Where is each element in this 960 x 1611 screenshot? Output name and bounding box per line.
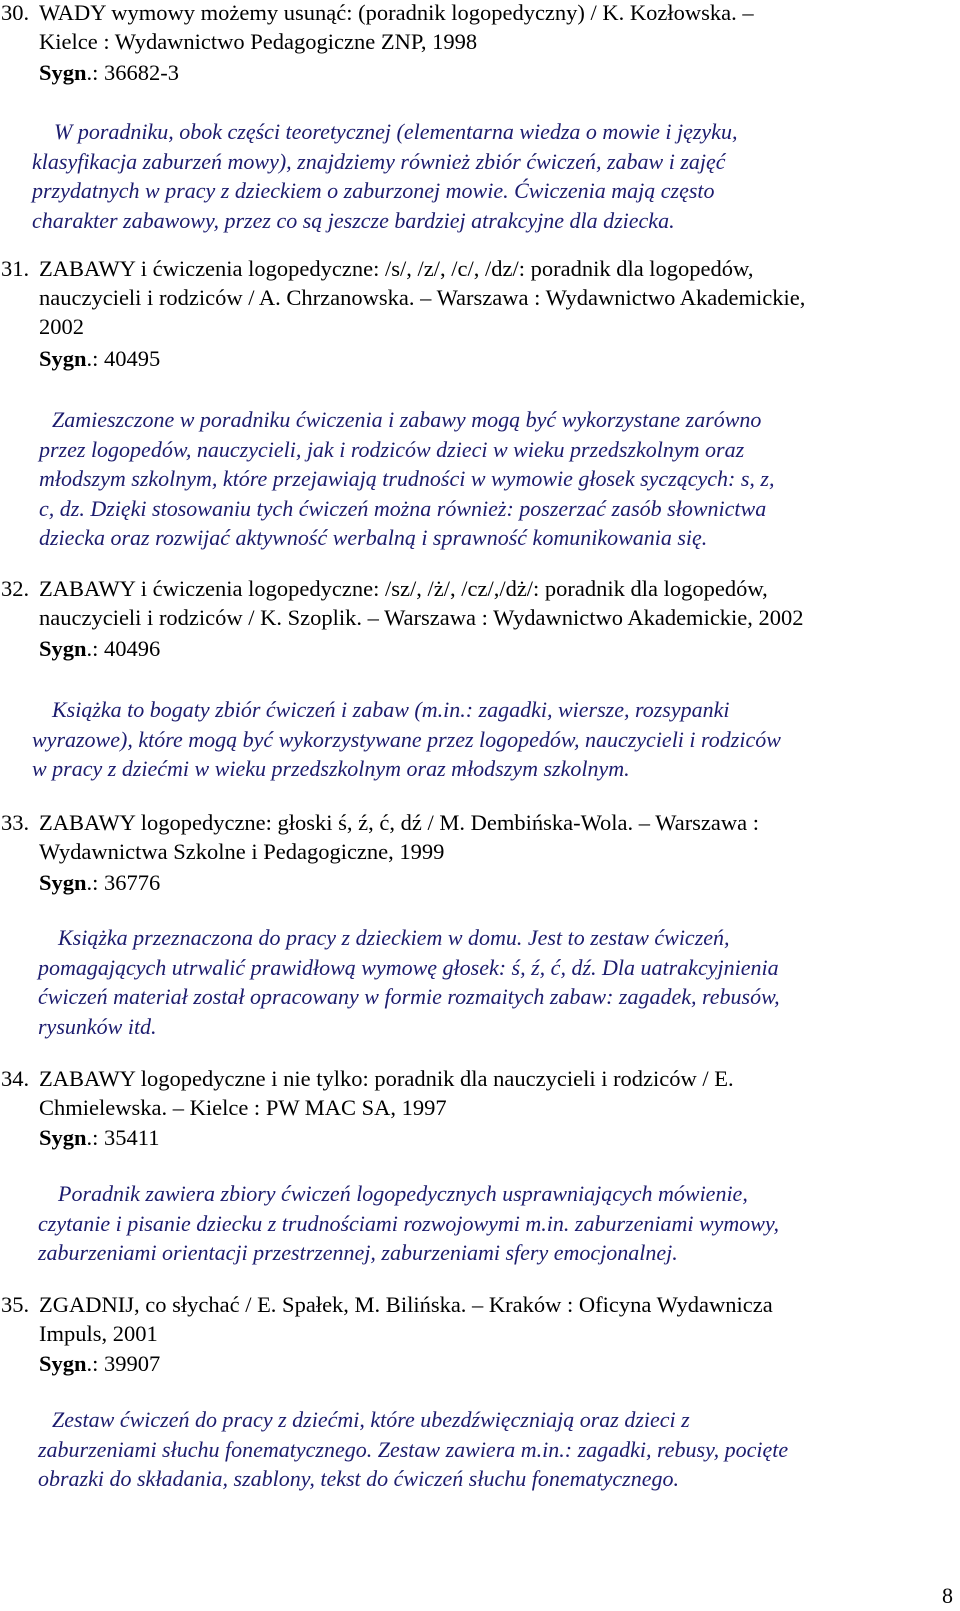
- entry-number: 34.: [1, 1066, 30, 1091]
- entry-description-line: przydatnych w pracy z dzieckiem o zaburzonej mowie. Ćwiczenia mają często: [32, 178, 715, 203]
- entry-number: 33.: [1, 810, 30, 835]
- call-number-label: Sygn: [39, 870, 87, 895]
- call-number-value: .: 35411: [86, 1125, 160, 1150]
- entry-description-line: c, dz. Dzięki stosowaniu tych ćwiczeń można również: poszerzać zasób słownictwa: [39, 495, 767, 521]
- call-number-label: Sygn: [39, 1125, 87, 1150]
- entry-number: 32.: [1, 576, 30, 601]
- call-number-row: [39, 1123, 159, 1153]
- call-number-row: [39, 58, 179, 88]
- entry-number: 31.: [1, 256, 30, 281]
- entry-title-line: Wydawnictwa Szkolne i Pedagogiczne, 1999: [39, 839, 445, 864]
- entry-description-line: W poradniku, obok części teoretycznej (elementarna wiedza o mowie i języku,: [54, 119, 738, 144]
- call-number-value: .: 39907: [86, 1351, 161, 1376]
- entry-description-line: pomagających utrwalić prawidłową wymowę głosek: ś, ź, ć, dź. Dla uatrakcyjnienia: [38, 954, 779, 980]
- page-number: 8: [942, 1583, 953, 1608]
- entry-description-line: młodszym szkolnym, które przejawiają trudności w wymowie głosek syczących: s, z,: [39, 466, 775, 491]
- call-number-label: Sygn: [39, 1351, 87, 1376]
- call-number-row: [39, 634, 160, 664]
- entry-description-line: Poradnik zawiera zbiory ćwiczeń logopedycznych usprawniających mówienie,: [58, 1181, 748, 1206]
- entry-description-line: Książka to bogaty zbiór ćwiczeń i zabaw (m.in.: zagadki, wiersze, rozsypanki: [52, 697, 730, 722]
- entry-description-line: zaburzeniami słuchu fonematycznego. Zestaw zawiera m.in.: zagadki, rebusy, pocięte: [38, 1436, 789, 1462]
- call-number-value: .: 40495: [86, 346, 161, 371]
- entry-description-line: Zamieszczone w poradniku ćwiczenia i zabawy mogą być wykorzystane zarówno: [52, 407, 762, 432]
- entry-title-line: WADY wymowy możemy usunąć: (poradnik logopedyczny) / K. Kozłowska. –: [39, 0, 754, 25]
- entry-number: 30.: [1, 0, 30, 25]
- entry-description-line: dziecka oraz rozwijać aktywność werbalną i sprawność komunikowania się.: [39, 525, 708, 550]
- entry-title-line: Impuls, 2001: [39, 1321, 158, 1346]
- entry-description-line: ćwiczeń materiał został opracowany w formie rozmaitych zabaw: zagadek, rebusów,: [38, 984, 780, 1009]
- entry-title-line: ZGADNIJ, co słychać / E. Spałek, M. Bilińska. – Kraków : Oficyna Wydawnicza: [39, 1292, 773, 1317]
- entry-number: 35.: [1, 1292, 30, 1317]
- call-number-value: .: 40496: [86, 636, 161, 661]
- entry-description-line: obrazki do składania, szablony, tekst do ćwiczeń słuchu fonematycznego.: [38, 1466, 679, 1491]
- call-number-row: [39, 1349, 160, 1379]
- entry-description-line: czytanie i pisanie dziecku z trudnościami rozwojowymi m.in. zaburzeniami wymowy,: [38, 1210, 780, 1236]
- entry-description-line: przez logopedów, nauczycieli, jak i rodziców dzieci w wieku przedszkolnym oraz: [39, 436, 745, 462]
- entry-title-line: Chmielewska. – Kielce : PW MAC SA, 1997: [39, 1095, 447, 1120]
- entry-title-line: ZABAWY logopedyczne: głoski ś, ź, ć, dź / M. Dembińska-Wola. – Warszawa :: [39, 810, 760, 835]
- entry-title-line: 2002: [39, 314, 84, 339]
- call-number-label: Sygn: [39, 346, 87, 371]
- entry-description-line: klasyfikacja zaburzeń mowy), znajdziemy również zbiór ćwiczeń, zabaw i zajęć: [32, 148, 726, 174]
- call-number-label: Sygn: [39, 60, 87, 85]
- entry-description-line: wyrazowe), które mogą być wykorzystywane przez logopedów, nauczycieli i rodziców: [32, 726, 781, 752]
- entry-title-line: ZABAWY i ćwiczenia logopedyczne: /s/, /z/, /c/, /dz/: poradnik dla logopedów,: [39, 256, 754, 281]
- call-number-value: .: 36776: [86, 870, 161, 895]
- entry-title-line: Kielce : Wydawnictwo Pedagogiczne ZNP, 1998: [39, 29, 478, 54]
- entry-description-line: Książka przeznaczona do pracy z dzieckiem w domu. Jest to zestaw ćwiczeń,: [58, 925, 730, 950]
- entry-title-line: ZABAWY logopedyczne i nie tylko: poradnik dla nauczycieli i rodziców / E.: [39, 1066, 734, 1091]
- call-number-row: [39, 344, 160, 374]
- call-number-row: [39, 868, 160, 898]
- call-number-label: Sygn: [39, 636, 87, 661]
- call-number-value: .: 36682-3: [86, 60, 180, 85]
- entry-description-line: w pracy z dziećmi w wieku przedszkolnym oraz młodszym szkolnym.: [32, 756, 630, 781]
- entry-description-line: charakter zabawowy, przez co są jeszcze bardziej atrakcyjne dla dziecka.: [32, 207, 675, 233]
- entry-title-line: nauczycieli i rodziców / A. Chrzanowska. – Warszawa : Wydawnictwo Akademickie,: [39, 285, 806, 310]
- entry-description-line: rysunków itd.: [38, 1013, 157, 1039]
- entry-description-line: Zestaw ćwiczeń do pracy z dziećmi, które ubezdźwięczniają oraz dzieci z: [52, 1407, 690, 1432]
- entry-title-line: nauczycieli i rodziców / K. Szoplik. – Warszawa : Wydawnictwo Akademickie, 2002: [39, 605, 804, 630]
- entry-description-line: zaburzeniami orientacji przestrzennej, zaburzeniami sfery emocjonalnej.: [38, 1240, 678, 1265]
- entry-title-line: ZABAWY i ćwiczenia logopedyczne: /sz/, /ż/, /cz/,/dż/: poradnik dla logopedów,: [39, 576, 768, 601]
